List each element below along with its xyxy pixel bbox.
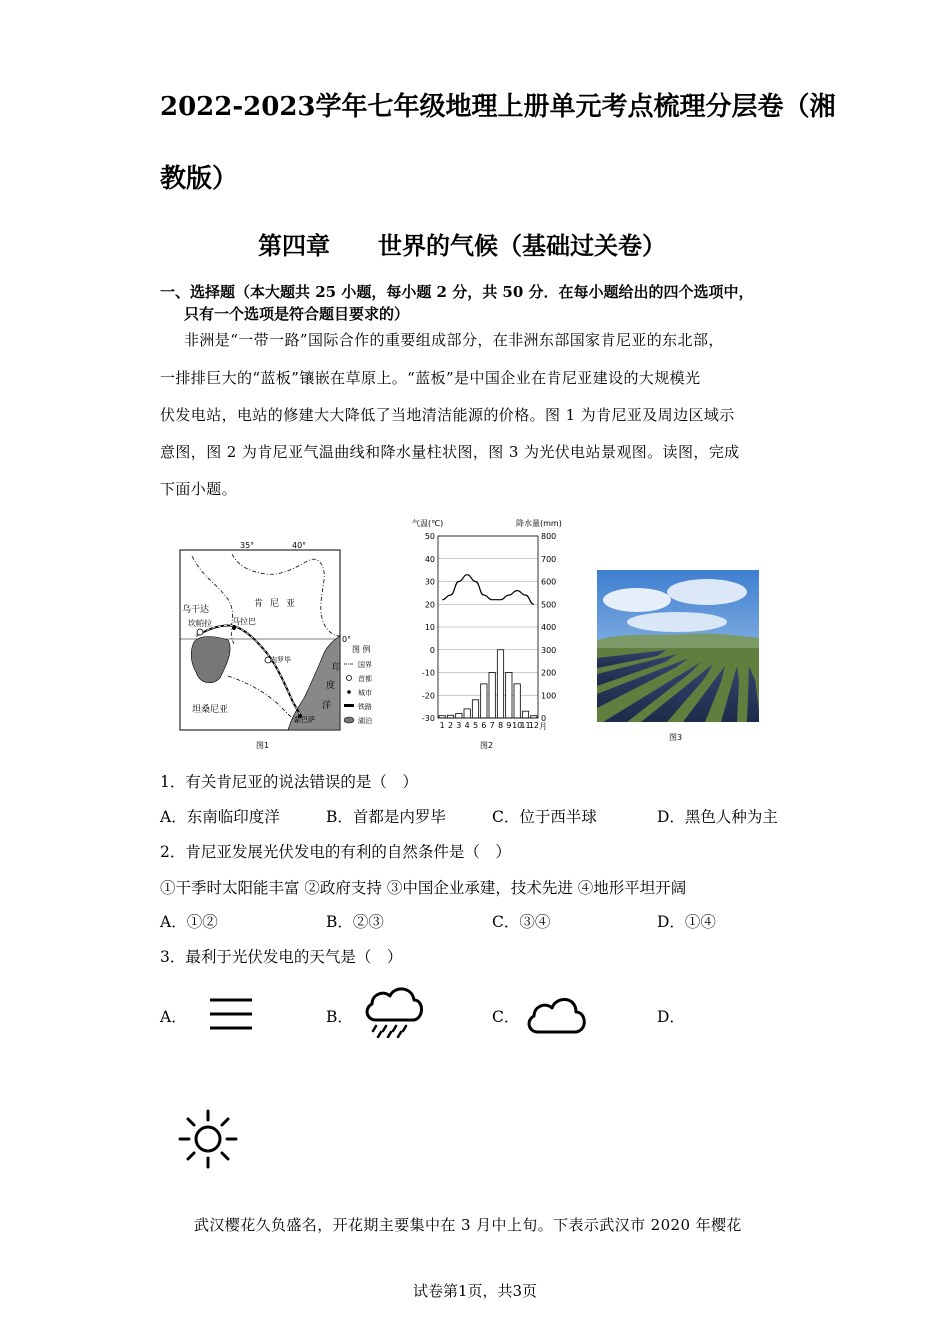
precip-bar [514, 684, 520, 718]
passage-line: 非洲是“一带一路”国际合作的重要组成部分，在非洲东部国家肯尼亚的东北部， [184, 331, 724, 349]
legend-item: 国界 [358, 661, 372, 669]
precip-bar [506, 673, 512, 719]
left-axis-ticks [422, 532, 435, 723]
solar-plant-photo [597, 570, 759, 746]
left-tick-label: 30 [424, 577, 435, 587]
right-tick-label: 200 [541, 668, 557, 678]
right-axis-title: 降水量(mm) [516, 519, 562, 528]
left-tick-label: 40 [424, 554, 435, 564]
temperature-line [442, 575, 534, 605]
legend-lake-symbol [344, 717, 354, 723]
left-tick-label: -30 [421, 714, 435, 723]
month-tick-label: 10 [512, 721, 523, 730]
city-malaba [232, 626, 236, 630]
precip-bar [497, 650, 503, 718]
right-tick-label: 600 [541, 577, 557, 587]
label-nairobi: 内罗毕 [270, 656, 291, 664]
month-tick-label: 2 [447, 721, 454, 730]
passage-line: 下面小题。 [160, 480, 238, 498]
legend-item: 铁路 [358, 703, 372, 711]
section-heading [160, 281, 810, 325]
passage2-line: 武汉樱花久负盛名，开花期主要集中在 3 月中上旬。下表示武汉市 2020 年樱花 [194, 1216, 742, 1234]
right-tick-label: 400 [541, 623, 557, 632]
q3-option-a[interactable]: A． [160, 1008, 187, 1026]
kenya-map-figure [176, 536, 376, 756]
question-1-stem: 1．有关肯尼亚的说法错误的是（ ） [160, 773, 418, 791]
fog-icon [208, 996, 254, 1032]
left-tick-label: 50 [424, 532, 435, 541]
legend-city-symbol [347, 690, 351, 694]
chapter-title: 第四章 世界的气候（基础过关卷） [258, 231, 666, 260]
q1-option-a[interactable]: A．东南临印度洋 [160, 808, 280, 826]
passage-line: 意图，图 2 为肯尼亚气温曲线和降水量柱状图，图 3 为光伏电站景观图。读图，完成 [160, 443, 740, 461]
passage-line: 伏发电站，电站的修建大大降低了当地清洁能源的价格。图 1 为肯尼亚及周边区域示 [160, 406, 735, 424]
q1-option-b[interactable]: B．首都是内罗毕 [326, 808, 446, 826]
section-heading-line1: 一、选择题（本大题共 25 小题，每小题 2 分，共 50 分．在每小题给出的四个选项中， [160, 283, 754, 301]
left-axis-title: 气温(℃) [412, 519, 444, 528]
month-tick-label: 9 [506, 721, 512, 730]
label-malaba: 马拉巴 [232, 617, 256, 626]
lon-label: 40° [292, 541, 307, 550]
precip-bar [489, 673, 495, 719]
figure2-caption: 图2 [480, 741, 494, 750]
label-uganda: 乌干达 [182, 605, 210, 615]
legend-item: 湖泊 [358, 717, 372, 725]
right-tick-label: 500 [541, 600, 557, 610]
lon-label: 35° [240, 541, 255, 550]
q3-option-d[interactable]: D． [657, 1008, 685, 1026]
precip-bar [464, 709, 470, 718]
doc-title-line2: 教版） [160, 164, 239, 194]
question-2-stem: 2．肯尼亚发展光伏发电的有利的自然条件是（ ） [160, 843, 511, 861]
right-tick-label: 0 [541, 714, 547, 723]
left-tick-label: -10 [421, 668, 435, 678]
q2-option-b[interactable]: B．②③ [326, 913, 384, 931]
legend-title: 图 例 [352, 645, 371, 654]
q3-option-b[interactable]: B． [326, 1008, 353, 1026]
month-tick-label: 4 [464, 721, 470, 730]
cloud [603, 588, 671, 612]
right-tick-label: 300 [541, 645, 557, 655]
q2-option-a[interactable]: A．①② [160, 913, 218, 931]
month-tick-label: 6 [481, 721, 487, 730]
figure3-caption: 图3 [669, 733, 683, 742]
month-unit-label: 月 [539, 722, 547, 731]
label-kenya-1: 肯 [254, 599, 264, 609]
q3-option-c[interactable]: C． [492, 1008, 520, 1026]
right-axis-ticks [541, 532, 556, 723]
cloud-icon [526, 996, 588, 1036]
month-tick-label: 5 [472, 721, 479, 730]
question-2-conditions: ①干季时太阳能丰富 ②政府支持 ③中国企业承建，技术先进 ④地形平坦开阔 [160, 879, 687, 897]
month-tick-label: 3 [456, 721, 462, 730]
hills [597, 633, 759, 650]
legend-capital-symbol [347, 676, 352, 681]
q2-option-d[interactable]: D．①④ [657, 913, 716, 931]
month-tick-label: 7 [489, 721, 495, 730]
cloud [667, 579, 747, 605]
right-tick-label: 100 [541, 691, 557, 701]
lat-label: 0° [342, 635, 352, 644]
left-tick-label: 0 [429, 645, 435, 655]
page-footer: 试卷第1页，共3页 [412, 1282, 538, 1300]
q1-option-d[interactable]: D．黑色人种为主 [657, 808, 778, 826]
precip-bar [522, 711, 528, 718]
sun-icon [177, 1108, 239, 1170]
cloud [627, 612, 727, 632]
label-ocean-1: 印 [332, 663, 342, 673]
climate-chart-figure [410, 512, 570, 754]
month-tick-label: 1 [439, 721, 445, 730]
rain-cloud-icon [362, 984, 426, 1038]
label-ocean-3: 洋 [322, 701, 332, 711]
label-ocean-2: 度 [326, 681, 336, 691]
figure1-caption: 图1 [256, 741, 270, 750]
passage-line: 一排排巨大的“蓝板”镶嵌在草原上。“蓝板”是中国企业在肯尼亚建设的大规模光 [160, 369, 701, 387]
right-tick-label: 700 [541, 554, 557, 564]
precip-bars [439, 650, 537, 718]
precip-bar [447, 715, 453, 718]
precip-bar [456, 713, 462, 718]
precip-bar [481, 684, 487, 718]
label-kenya-2: 尼 [270, 599, 280, 609]
month-tick-label: 11 [520, 721, 531, 730]
q2-option-c[interactable]: C．③④ [492, 913, 551, 931]
month-axis-ticks [440, 721, 539, 730]
precip-bar [472, 700, 478, 718]
section-heading-line2: 只有一个选项是符合题目要求的） [184, 305, 410, 323]
right-tick-label: 800 [541, 532, 557, 541]
label-tanzania: 坦桑尼亚 [192, 705, 229, 715]
question-3-stem: 3．最利于光伏发电的天气是（ ） [160, 948, 403, 966]
month-tick-label: 8 [497, 721, 504, 730]
label-kenya-3: 亚 [286, 599, 296, 609]
label-kampala: 坎帕拉 [188, 619, 212, 628]
left-tick-label: 10 [424, 623, 435, 632]
legend-item: 城市 [358, 689, 372, 697]
left-tick-label: -20 [421, 691, 435, 701]
month-tick-label: 12 [528, 721, 539, 730]
q1-option-c[interactable]: C．位于西半球 [492, 808, 597, 826]
left-tick-label: 20 [424, 600, 435, 610]
label-mombasa: 蒙巴萨 [294, 716, 315, 724]
capital-kampala [197, 629, 203, 635]
legend-item: 首都 [358, 675, 372, 683]
legend-railway-symbol [344, 704, 354, 707]
chart-grid [438, 536, 538, 718]
doc-title-line1: 2022-2023学年七年级地理上册单元考点梳理分层卷（湘 [160, 92, 836, 122]
